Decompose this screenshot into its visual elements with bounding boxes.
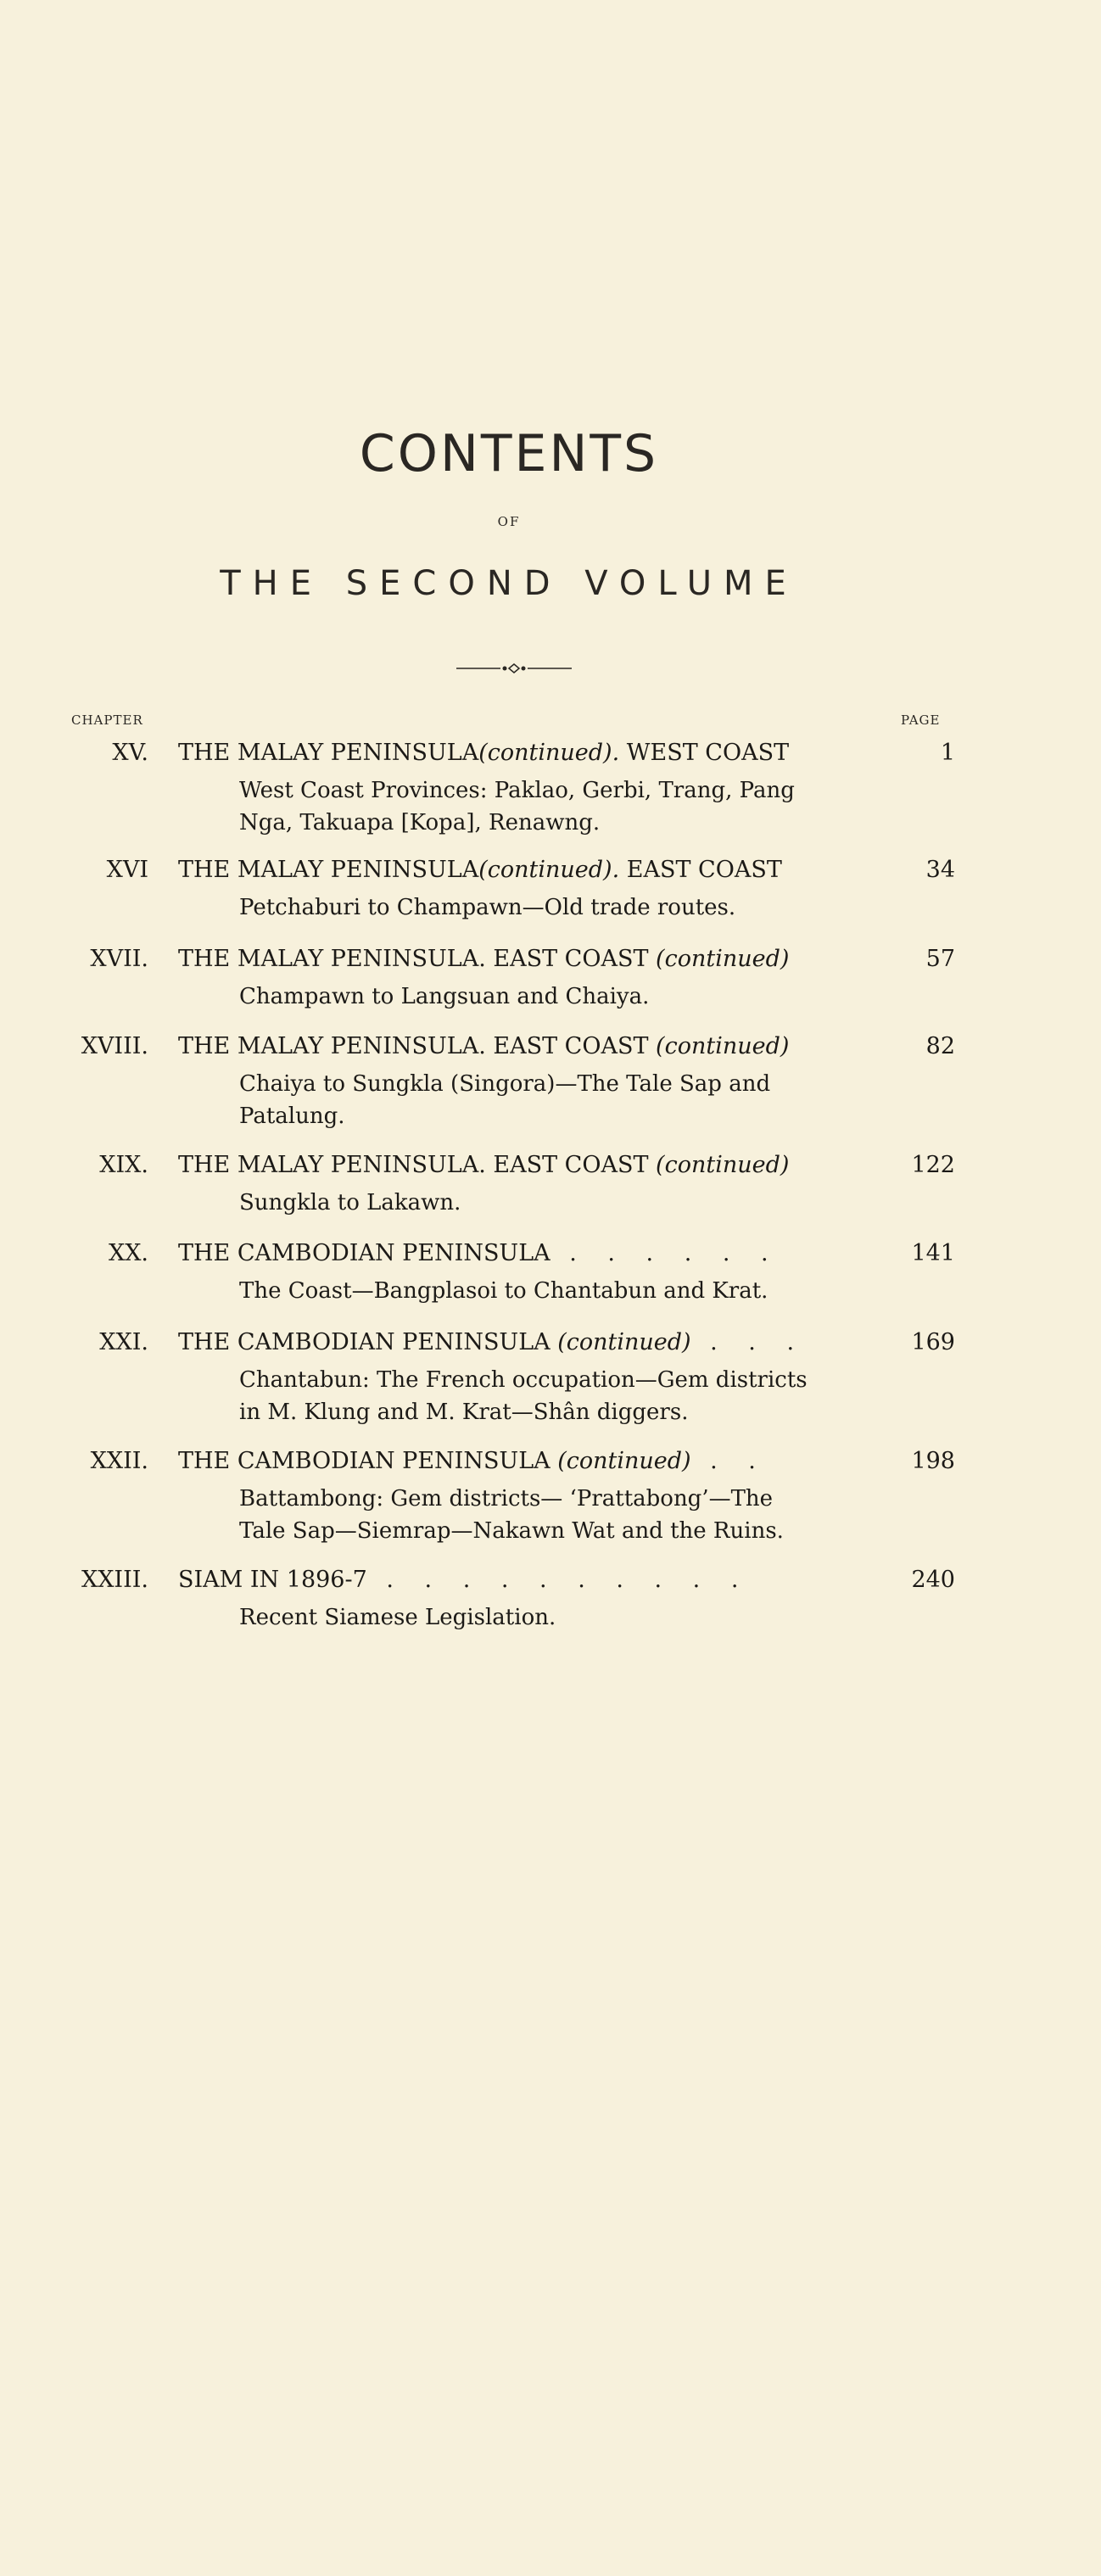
chapter-title-text: THE MALAY PENINSULA. EAST COAST bbox=[178, 946, 657, 972]
chapter-column-header: CHAPTER bbox=[71, 712, 143, 728]
chapter-title-text: THE CAMBODIAN PENINSULA bbox=[178, 1240, 550, 1266]
page-number: 240 bbox=[911, 1567, 955, 1593]
page-number: 122 bbox=[911, 1152, 955, 1178]
chapter-title bbox=[178, 740, 882, 766]
chapter-summary-line: Recent Siamese Legislation. bbox=[239, 1605, 556, 1630]
chapter-title bbox=[178, 1152, 882, 1178]
chapter-title-text: THE MALAY PENINSULA bbox=[178, 740, 479, 766]
page-number: 198 bbox=[911, 1448, 955, 1474]
page-subtitle: THE SECOND VOLUME bbox=[220, 564, 798, 603]
chapter-title-text: THE MALAY PENINSULA. EAST COAST bbox=[178, 1152, 657, 1178]
chapter-summary-line: Tale Sap—Siemrap—Nakawn Wat and the Ruins. bbox=[239, 1518, 784, 1544]
chapter-title-rest: . . . bbox=[690, 1329, 807, 1355]
chapter-number: XIX. bbox=[99, 1152, 148, 1178]
chapter-summary bbox=[239, 1187, 884, 1219]
chapter-title-continued: (continued). bbox=[478, 740, 620, 766]
chapter-title bbox=[178, 1448, 882, 1474]
chapter-number: XX. bbox=[108, 1240, 148, 1266]
chapter-title bbox=[178, 1240, 882, 1266]
chapter-summary-line: Chantabun: The French occupation—Gem districts bbox=[239, 1367, 808, 1393]
chapter-summary bbox=[239, 1068, 884, 1132]
chapter-summary bbox=[239, 1483, 884, 1547]
title-connector: OF bbox=[497, 514, 521, 529]
chapter-summary bbox=[239, 1601, 884, 1634]
chapter-title bbox=[178, 1329, 882, 1355]
chapter-summary-line: Battambong: Gem districts— ‘Prattabong’—The bbox=[239, 1486, 774, 1512]
chapter-summary bbox=[239, 1364, 884, 1428]
chapter-title-rest: WEST COAST bbox=[619, 740, 790, 766]
chapter-number: XXIII. bbox=[81, 1567, 148, 1593]
chapter-title-rest: . . bbox=[690, 1448, 768, 1474]
chapter-summary bbox=[239, 981, 884, 1013]
chapter-title-continued: (continued) bbox=[656, 946, 790, 972]
ornament-rule-icon bbox=[456, 660, 572, 677]
chapter-summary-line: Champawn to Langsuan and Chaiya. bbox=[239, 984, 650, 1009]
chapter-title-continued: (continued) bbox=[557, 1329, 691, 1355]
chapter-title-text: THE CAMBODIAN PENINSULA bbox=[178, 1329, 558, 1355]
chapter-summary-line: Petchaburi to Champawn—Old trade routes. bbox=[239, 895, 736, 920]
chapter-summary-line: The Coast—Bangplasoi to Chantabun and Krat. bbox=[239, 1278, 768, 1304]
chapter-title bbox=[178, 946, 882, 972]
chapter-summary-line: West Coast Provinces: Paklao, Gerbi, Trang, Pang bbox=[239, 778, 795, 803]
page-number: 169 bbox=[911, 1329, 955, 1355]
chapter-number: XXII. bbox=[90, 1448, 148, 1474]
chapter-number: XVI bbox=[106, 857, 148, 883]
chapter-title-text: THE MALAY PENINSULA. EAST COAST bbox=[178, 1033, 657, 1059]
chapter-title-continued: (continued) bbox=[557, 1448, 691, 1474]
chapter-number: XVIII. bbox=[81, 1033, 148, 1059]
chapter-title-rest: . . . . . . bbox=[550, 1240, 780, 1266]
chapter-summary-line: Patalung. bbox=[239, 1104, 345, 1129]
page-number: 1 bbox=[940, 740, 955, 766]
chapter-summary-line: Chaiya to Sungkla (Singora)—The Tale Sap and bbox=[239, 1071, 771, 1097]
chapter-summary bbox=[239, 891, 884, 924]
chapter-title-continued: (continued) bbox=[656, 1033, 790, 1059]
page-number: 82 bbox=[925, 1033, 955, 1059]
chapter-number: XVII. bbox=[90, 946, 148, 972]
chapter-title-text: THE MALAY PENINSULA bbox=[178, 857, 479, 883]
page-column-header: PAGE bbox=[901, 712, 941, 728]
chapter-summary-line: Nga, Takuapa [Kopa], Renawng. bbox=[239, 810, 601, 835]
chapter-title bbox=[178, 1033, 882, 1059]
chapter-summary bbox=[239, 1275, 884, 1307]
chapter-summary-line: in M. Klung and M. Krat—Shân diggers. bbox=[239, 1400, 689, 1425]
page-number: 34 bbox=[925, 857, 955, 883]
chapter-title-text: THE CAMBODIAN PENINSULA bbox=[178, 1448, 558, 1474]
chapter-summary-line: Sungkla to Lakawn. bbox=[239, 1190, 461, 1215]
chapter-title-rest: EAST COAST bbox=[619, 857, 782, 883]
chapter-title-continued: (continued). bbox=[478, 857, 620, 883]
chapter-number: XXI. bbox=[99, 1329, 148, 1355]
page-number: 57 bbox=[925, 946, 955, 972]
page-title: CONTENTS bbox=[359, 424, 659, 483]
chapter-title-rest: . . . . . . . . . . bbox=[366, 1567, 751, 1593]
chapter-title bbox=[178, 1567, 882, 1593]
chapter-title-continued: (continued) bbox=[656, 1152, 790, 1178]
chapter-summary bbox=[239, 774, 884, 839]
chapter-number: XV. bbox=[112, 740, 148, 766]
chapter-title bbox=[178, 857, 882, 883]
chapter-title-text: SIAM IN 1896-7 bbox=[178, 1567, 367, 1593]
page-number: 141 bbox=[911, 1240, 955, 1266]
